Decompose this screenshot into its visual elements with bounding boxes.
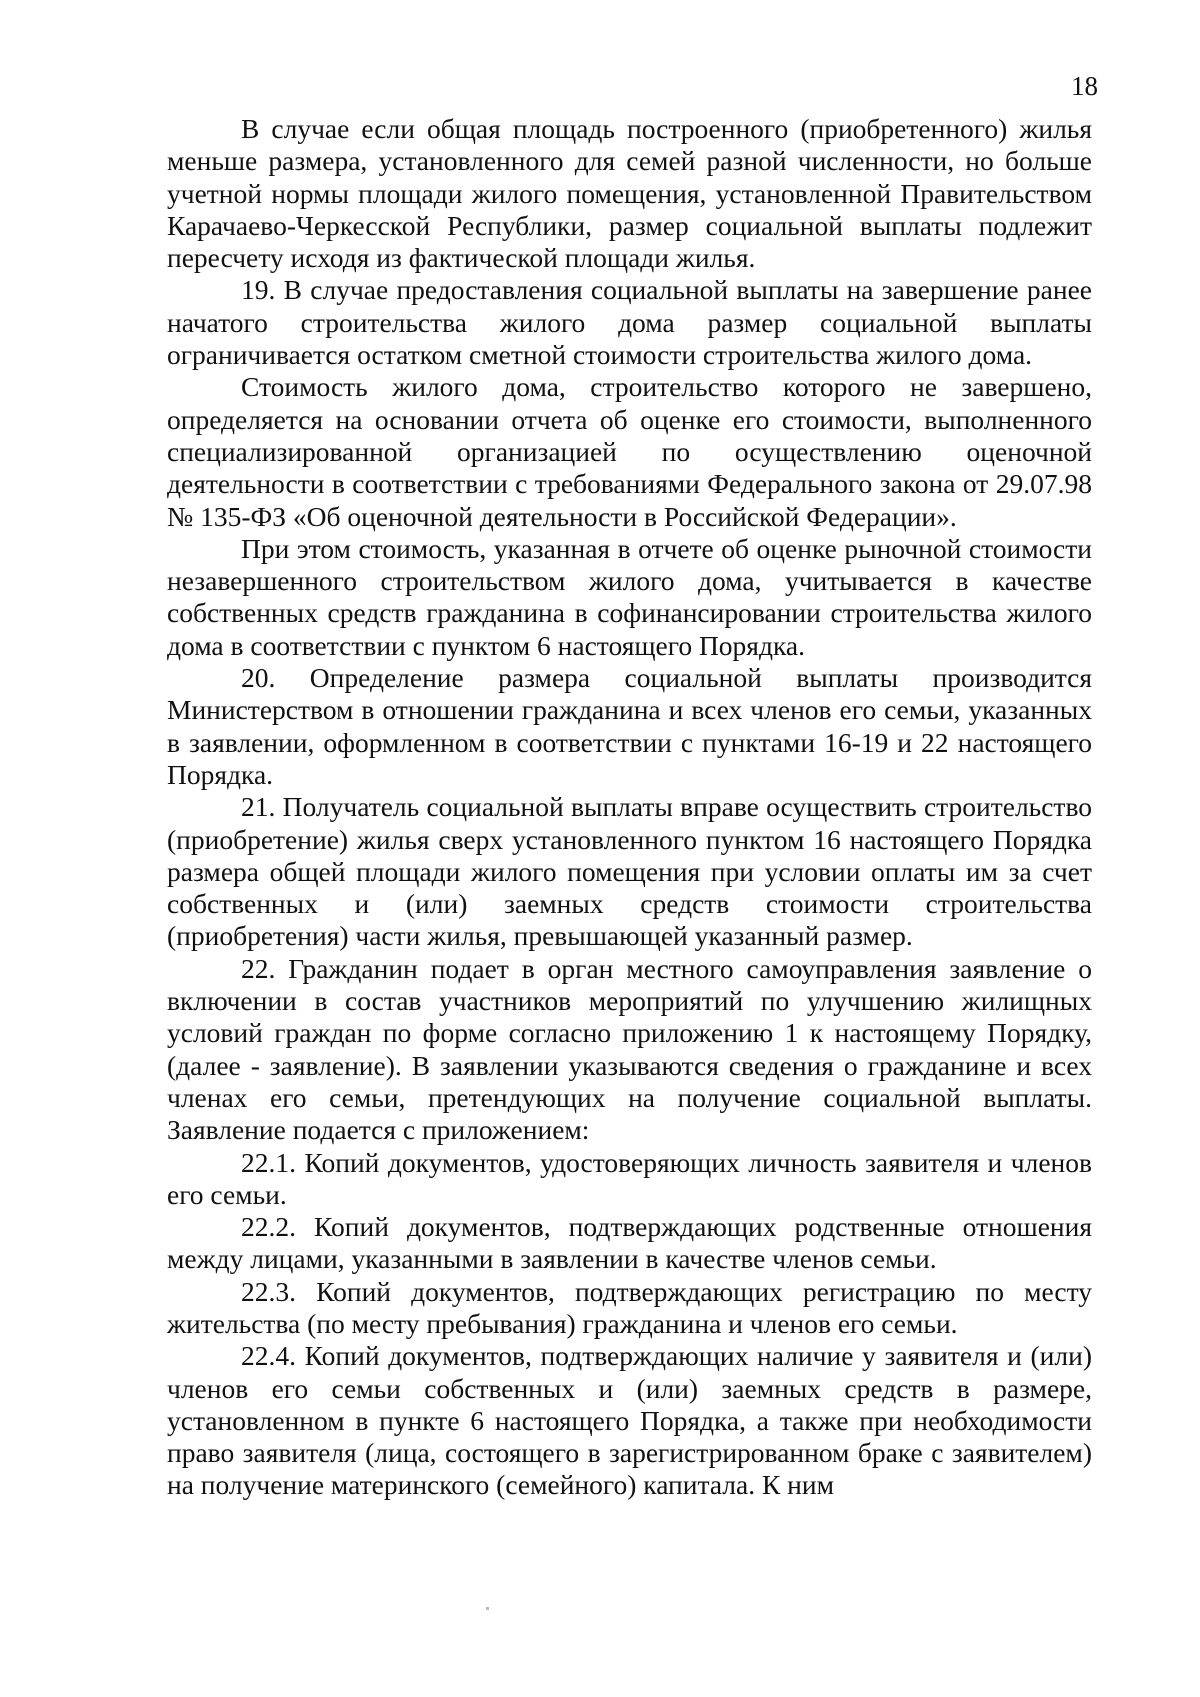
paragraph-house-cost: Стоимость жилого дома, строительство которого не завершено, определяется на основании отчета об оценке его стоимости, выполненного специализированной организацией по осуществлению оценочной деятельности в соответствии с требованиями Федерального закона от 29.07.98 № 135-ФЗ «Об оценочной деятельности в Российской Федерации».: [167, 371, 1092, 532]
paragraph-item-20: 20. Определение размера социальной выплаты производится Министерством в отношении гражданина и всех членов его семьи, указанных в заявлении, оформленном в соответствии с пунктами 16-19 и 22 настоящего Порядка.: [167, 662, 1092, 790]
page-number: 18: [1071, 71, 1098, 101]
paragraph-item-22-2: 22.2. Копий документов, подтверждающих родственные отношения между лицами, указанными в заявлении в качестве членов семьи.: [167, 1211, 1092, 1275]
paragraph-market-value: При этом стоимость, указанная в отчете об оценке рыночной стоимости незавершенного строительством жилого дома, учитывается в качестве собственных средств гражданина в софинансировании строительства жилого дома в соответствии с пунктом 6 настоящего Порядка.: [167, 532, 1092, 661]
document-body: [167, 113, 1092, 1502]
scan-speck: [486, 1607, 489, 1610]
paragraph-item-22: 22. Гражданин подает в орган местного самоуправления заявление о включении в состав участников мероприятий по улучшению жилищных условий граждан по форме согласно приложению 1 к настоящему Порядку, (далее - заявление). В заявлении указываются сведения о гражданине и всех членах его семьи, претендующих на получение социальной выплаты. Заявление подается с приложением:: [167, 952, 1092, 1146]
paragraph-item-22-1: 22.1. Копий документов, удостоверяющих личность заявителя и членов его семьи.: [167, 1146, 1092, 1210]
paragraph-item-22-3: 22.3. Копий документов, подтверждающих регистрацию по месту жительства (по месту пребывания) гражданина и членов его семьи.: [167, 1275, 1092, 1339]
paragraph-item-22-4: 22.4. Копий документов, подтверждающих наличие у заявителя и (или) членов его семьи собственных и (или) заемных средств в размере, установленном в пункте 6 настоящего Порядка, а также при необходимости право заявителя (лица, состоящего в зарегистрированном браке с заявителем) на получение материнского (семейного) капитала. К ним: [167, 1340, 1092, 1501]
paragraph-area-recalculation: В случае если общая площадь построенного (приобретенного) жилья меньше размера, установленного для семей разной численности, но больше учетной нормы площади жилого помещения, установленной Правительством Карачаево-Черкесской Республики, размер социальной выплаты подлежит пересчету исходя из фактической площади жилья.: [167, 113, 1092, 274]
paragraph-item-21: 21. Получатель социальной выплаты вправе осуществить строительство (приобретение) жилья сверх установленного пунктом 16 настоящего Порядка размера общей площади жилого помещения при условии оплаты им за счет собственных и (или) заемных средств стоимости строительства (приобретения) части жилья, превышающей указанный размер.: [167, 791, 1092, 952]
paragraph-item-19: 19. В случае предоставления социальной выплаты на завершение ранее начатого строительства жилого дома размер социальной выплаты ограничивается остатком сметной стоимости строительства жилого дома.: [167, 274, 1092, 371]
